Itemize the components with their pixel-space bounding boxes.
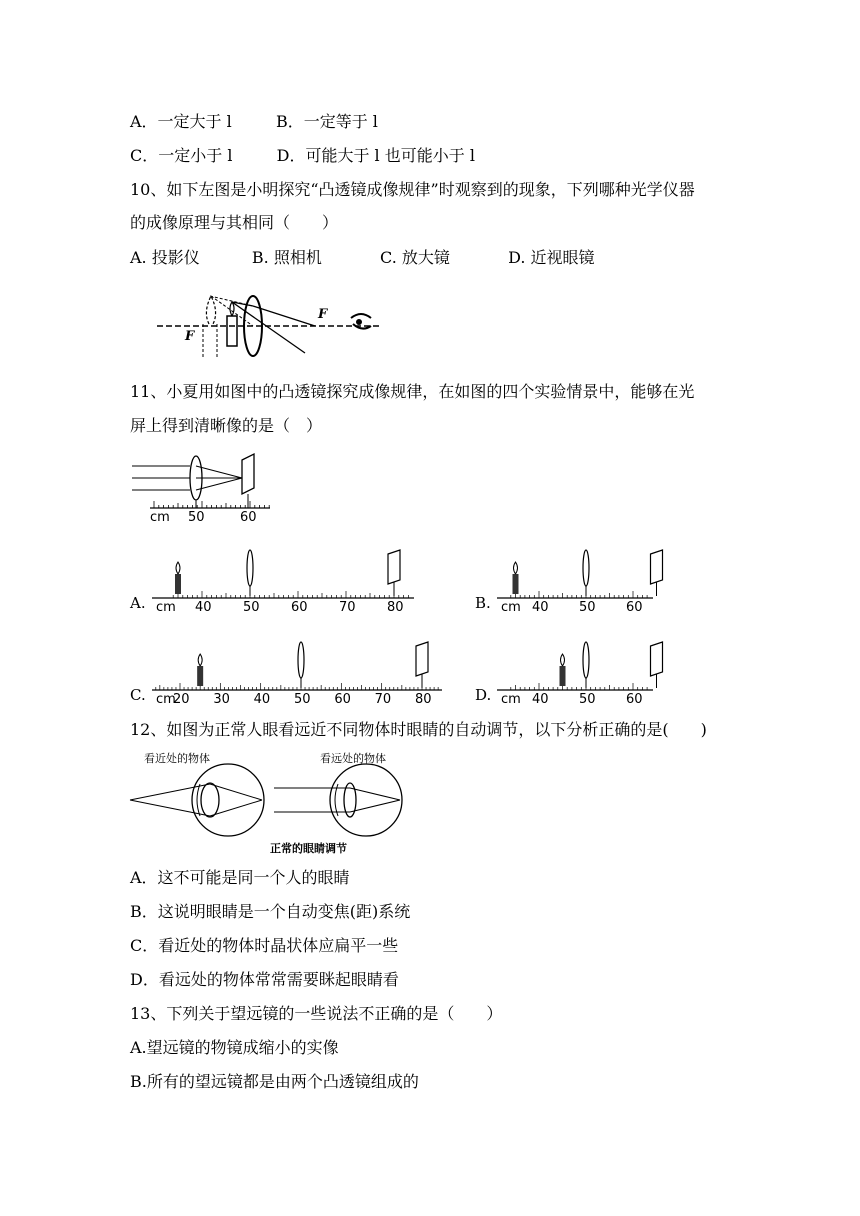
q11-option-b-figure bbox=[475, 538, 685, 614]
q11-option-a-diagram bbox=[130, 538, 430, 614]
ruler-tick-label: 60 bbox=[291, 600, 308, 615]
lens bbox=[298, 642, 304, 678]
q11-option-b-label: B. bbox=[475, 594, 491, 612]
ruler-tick-label: 80 bbox=[415, 692, 432, 707]
ruler-unit: cm bbox=[156, 600, 176, 615]
q10-lens-figure bbox=[155, 288, 385, 360]
q11-option-b-diagram bbox=[475, 538, 685, 614]
q9-options-row1 bbox=[130, 112, 378, 132]
q10-options bbox=[130, 248, 595, 268]
q13-option-b: B.所有的望远镜都是由两个凸透镜组成的 bbox=[130, 1072, 419, 1091]
q12-bottom-caption: 正常的眼睛调节 bbox=[270, 842, 347, 855]
lens bbox=[583, 550, 589, 586]
ruler-unit: cm bbox=[501, 600, 521, 615]
q12-stem: 12、如图为正常人眼看远近不同物体时眼睛的自动调节，以下分析正确的是( ) bbox=[130, 720, 707, 739]
q9-option-c: C．一定小于 l bbox=[130, 146, 233, 165]
q11-stem-line1: 11、小夏用如图中的凸透镜探究成像规律，在如图的四个实验情景中，能够在光 bbox=[130, 382, 695, 401]
q10-stem-line2: 的成像原理与其相同（ ） bbox=[130, 213, 339, 232]
ruler-tick-label: 40 bbox=[532, 600, 549, 615]
q12-near-caption: 看近处的物体 bbox=[144, 752, 210, 765]
q12-option-c: C．看近处的物体时晶状体应扁平一些 bbox=[130, 936, 399, 955]
lens bbox=[247, 550, 253, 586]
q10-option-d: D. 近视眼镜 bbox=[508, 248, 595, 267]
q11-option-d-label: D. bbox=[475, 686, 492, 704]
screen bbox=[388, 550, 400, 584]
q11-reference-unit: cm bbox=[150, 510, 170, 525]
q12-option-d: D．看远处的物体常常需要眯起眼睛看 bbox=[130, 970, 399, 989]
q10-option-b: B. 照相机 bbox=[251, 248, 322, 267]
q12-option-a: A．这不可能是同一个人的眼睛 bbox=[130, 868, 350, 887]
q11-option-c-diagram bbox=[130, 636, 440, 712]
q12-eye-figure bbox=[128, 748, 418, 854]
q10-lens-diagram bbox=[155, 288, 385, 360]
q10-focus-label-right: F bbox=[318, 307, 328, 322]
ruler-tick-label: 50 bbox=[294, 692, 311, 707]
q10-option-c: C. 放大镜 bbox=[380, 248, 450, 267]
ruler-tick-label: 40 bbox=[253, 692, 271, 707]
q12-far-caption: 看远处的物体 bbox=[320, 752, 386, 765]
lens bbox=[583, 642, 589, 678]
q11-reference-tick: 50 bbox=[188, 510, 205, 525]
q11-option-c-figure bbox=[130, 636, 440, 712]
candle bbox=[513, 574, 519, 594]
screen bbox=[416, 642, 428, 676]
ruler-tick-label: 30 bbox=[213, 692, 230, 707]
q10-option-a: A. 投影仪 bbox=[130, 248, 200, 267]
screen bbox=[651, 642, 663, 676]
q11-option-d-figure bbox=[475, 626, 685, 706]
ruler-tick-label: 60 bbox=[626, 692, 643, 707]
q12-eye-diagram bbox=[128, 762, 418, 852]
q11-option-a-figure bbox=[130, 538, 430, 614]
candle bbox=[197, 666, 203, 686]
ruler-tick-label: 50 bbox=[243, 600, 260, 615]
q9-options-row2 bbox=[130, 146, 475, 166]
q13-stem: 13、下列关于望远镜的一些说法不正确的是（ ） bbox=[130, 1004, 503, 1023]
q11-option-a-label: A. bbox=[130, 594, 146, 612]
ruler-tick-label: 60 bbox=[626, 600, 643, 615]
q11-stem-line2: 屏上得到清晰像的是（ ） bbox=[130, 416, 323, 435]
ruler-tick-label: 80 bbox=[387, 600, 404, 615]
q11-reference-tick: 60 bbox=[240, 510, 257, 525]
candle bbox=[560, 666, 566, 686]
ruler-unit: cm bbox=[156, 692, 176, 707]
ruler-tick-label: 40 bbox=[195, 600, 212, 615]
q9-option-b: B．一定等于 l bbox=[275, 112, 378, 131]
ruler-tick-label: 60 bbox=[334, 692, 351, 707]
q11-option-c-label: C. bbox=[130, 686, 146, 704]
q9-option-d: D．可能大于 l 也可能小于 l bbox=[276, 146, 475, 165]
ruler-unit: cm bbox=[501, 692, 521, 707]
q11-option-d-diagram bbox=[475, 626, 685, 706]
q9-option-a: A．一定大于 l bbox=[130, 112, 232, 131]
q10-stem-line1: 10、如下左图是小明探究“凸透镜成像规律”时观察到的现象，下列哪种光学仪器 bbox=[130, 180, 695, 199]
q10-focus-label-left: F bbox=[185, 329, 195, 344]
ruler-tick-label: 20 bbox=[173, 692, 190, 707]
screen bbox=[651, 550, 663, 584]
q12-option-b: B．这说明眼睛是一个自动变焦(距)系统 bbox=[130, 902, 411, 921]
ruler-tick-label: 50 bbox=[579, 600, 596, 615]
candle bbox=[175, 574, 181, 594]
q11-reference-figure bbox=[130, 448, 275, 528]
q13-option-a: A.望远镜的物镜成缩小的实像 bbox=[130, 1038, 339, 1057]
ruler-tick-label: 40 bbox=[532, 692, 549, 707]
ruler-tick-label: 50 bbox=[579, 692, 596, 707]
ruler-tick-label: 70 bbox=[374, 692, 392, 707]
ruler-tick-label: 70 bbox=[339, 600, 356, 615]
